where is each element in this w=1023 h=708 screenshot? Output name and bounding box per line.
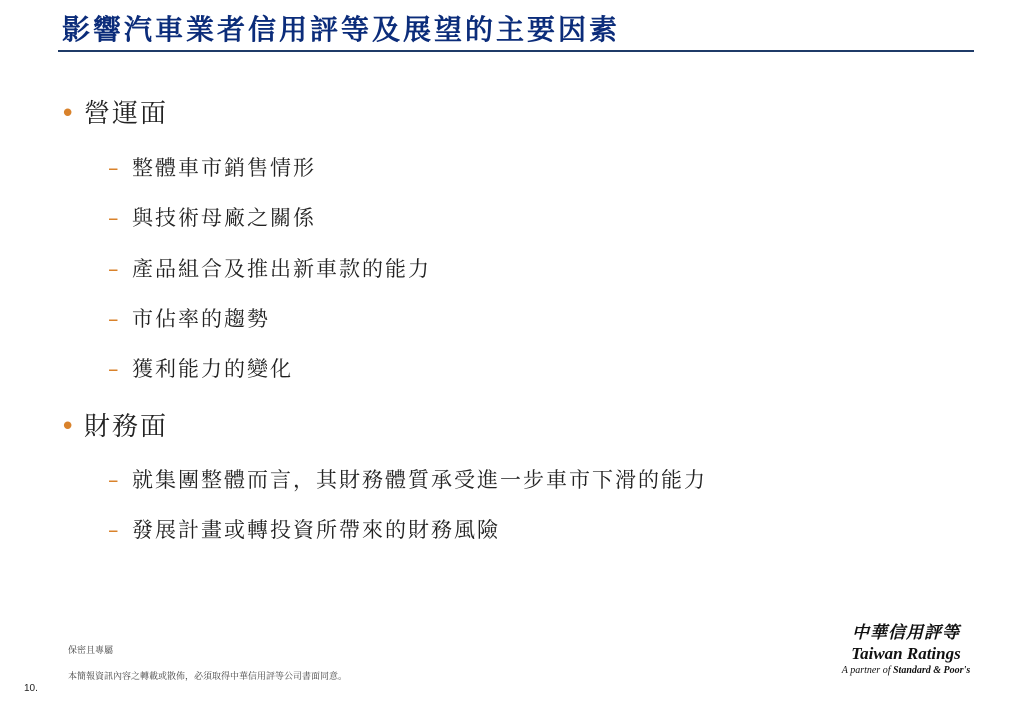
section-heading-finance <box>60 406 168 443</box>
dash-icon: – <box>108 156 121 180</box>
slide-title: 影響汽車業者信用評等及展望的主要因素 <box>62 13 621 46</box>
list-item <box>108 253 431 283</box>
list-item-text: 與技術母廠之關係 <box>132 206 316 230</box>
section-heading-label: 營運面 <box>84 99 169 129</box>
page-number: 10. <box>24 683 38 694</box>
list-item <box>108 152 316 182</box>
dash-icon: – <box>108 357 121 381</box>
logo-partner-name: Standard & Poor's <box>892 665 971 676</box>
dash-icon: – <box>108 468 121 492</box>
list-item <box>108 202 316 232</box>
list-item <box>108 464 707 494</box>
list-item-text: 產品組合及推出新車款的能力 <box>132 257 431 281</box>
logo-partner-prefix: A partner of <box>841 665 893 676</box>
logo-english-name: Taiwan Ratings <box>851 644 961 663</box>
logo-partner-line <box>826 664 986 678</box>
list-item <box>108 514 500 544</box>
section-heading-operations <box>60 93 168 130</box>
section-heading-label: 財務面 <box>84 412 169 442</box>
list-item-text: 發展計畫或轉投資所帶來的財務風險 <box>132 518 500 542</box>
bullet-icon: • <box>60 412 78 442</box>
title-rule <box>58 50 974 52</box>
dash-icon: – <box>108 206 121 230</box>
list-item-text: 獲利能力的變化 <box>132 357 293 381</box>
list-item-text: 就集團整體而言，其財務體質承受進一步車市下滑的能力 <box>132 468 707 492</box>
dash-icon: – <box>108 307 121 331</box>
dash-icon: – <box>108 257 121 281</box>
bullet-icon: • <box>60 99 78 129</box>
list-item <box>108 353 293 383</box>
list-item-text: 市佔率的趨勢 <box>132 307 270 331</box>
logo-chinese-name: 中華信用評等 <box>852 623 960 643</box>
dash-icon: – <box>108 518 121 542</box>
taiwan-ratings-logo <box>826 622 986 686</box>
list-item-text: 整體車市銷售情形 <box>132 156 316 180</box>
list-item <box>108 303 270 333</box>
confidential-label: 保密且專屬 <box>68 646 114 656</box>
copyright-notice: 本簡報資訊內容之轉載或散佈，必須取得中華信用評等公司書面同意。 <box>68 672 348 682</box>
